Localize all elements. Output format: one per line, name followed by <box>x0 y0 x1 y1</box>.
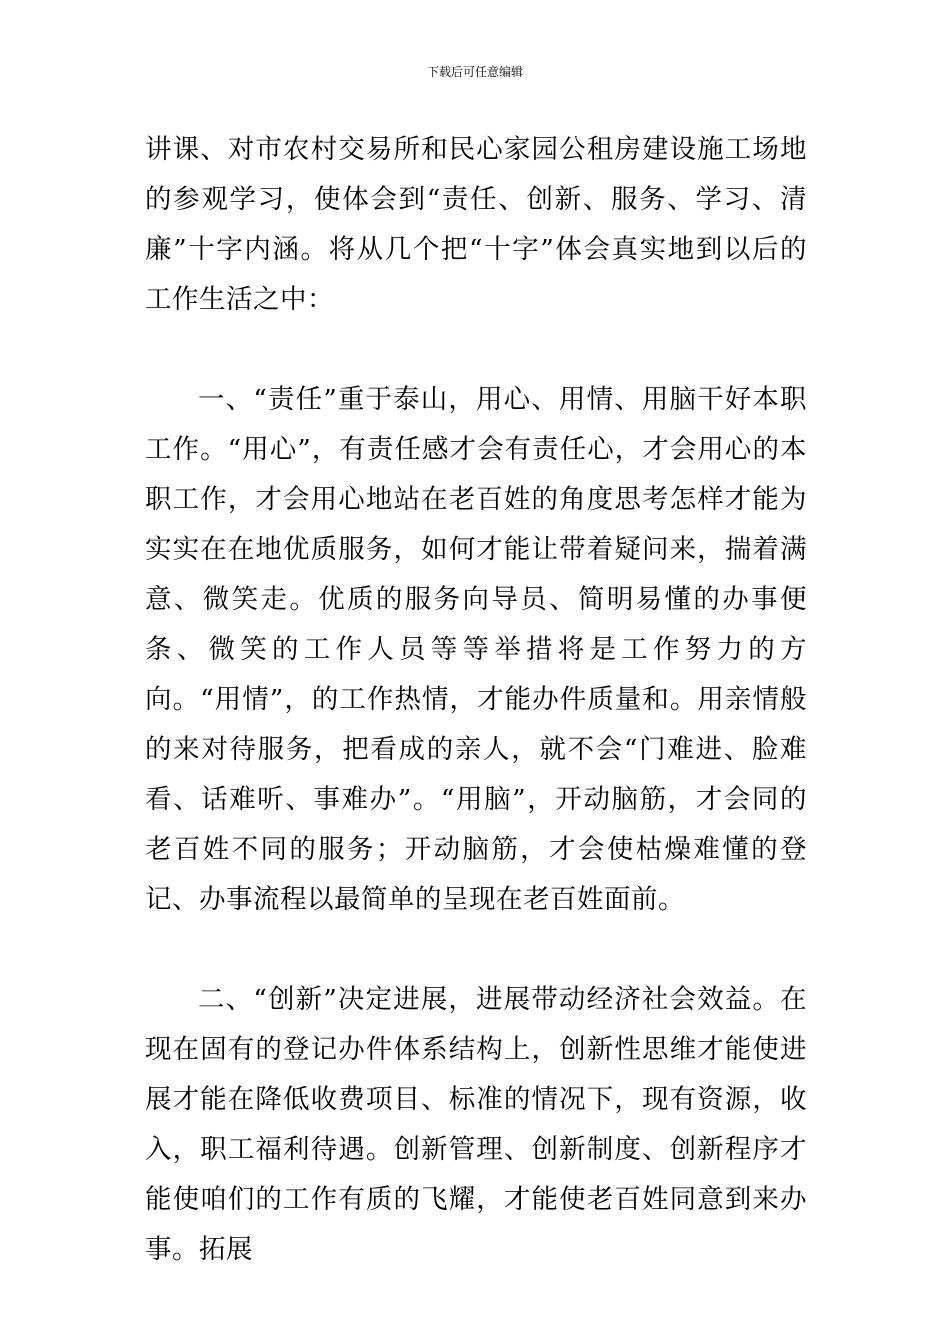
paragraph-gap <box>145 325 807 375</box>
paragraph-intro: 讲课、对市农村交易所和民心家园公租房建设施工场地的参观学习，使体会到“责任、创新、服务、学习、清廉”十字内涵。将从几个把“十字”体会真实地到以后的工作生活之中： <box>145 134 807 315</box>
paragraph-innovation: 二、“创新”决定进展，进展带动经济社会效益。在现在固有的登记办件体系结构上，创新性思维才能使进展才能在降低收费项目、标准的情况下，现有资源，收入，职工福利待遇。创新管理、创新制度、创新程序才能使咱们的工作有质的飞耀，才能使老百姓同意到来办事。拓展 <box>145 984 807 1265</box>
paragraph-responsibility: 一、“责任”重于泰山，用心、用情、用脑干好本职工作。“用心”，有责任感才会有责任心，才会用心的本职工作，才会用心地站在老百姓的角度思考怎样才能为实实在在地优质服务，如何才能让带着疑问来，揣着满意、微笑走。优质的服务向导员、简明易懂的办事便条、微笑的工作人员等等举措将是工作努力的方向。“用情”，的工作热情，才能办件质量和。用亲情般的来对待服务，把看成的亲人，就不会“门难进、脸难看、话难听、事难办”。“用脑”，开动脑筋，才会同的老百姓不同的服务；开动脑筋，才会使枯燥难懂的登记、办事流程以最简单的呈现在老百姓面前。 <box>145 384 807 915</box>
paragraph-gap <box>145 925 807 975</box>
document-body <box>145 125 807 1275</box>
header-note: 下载后可任意编辑 <box>426 65 523 79</box>
